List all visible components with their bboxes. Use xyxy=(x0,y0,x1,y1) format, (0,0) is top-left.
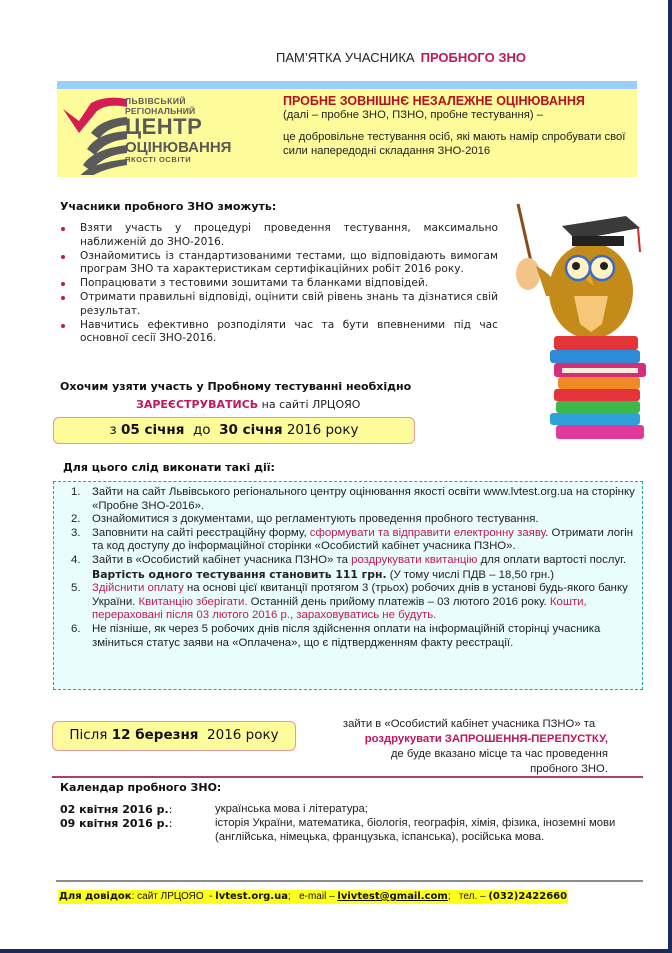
benefit-item xyxy=(58,319,498,347)
section-divider xyxy=(52,776,643,778)
invitation-line-2: роздрукувати ЗАПРОШЕННЯ-ПЕРЕПУСТКУ, xyxy=(364,733,608,745)
date-suffix: 2016 року xyxy=(282,422,359,438)
step-text: Зайти в «Особистий кабінет учасника ПЗНО» та xyxy=(92,553,352,566)
contact-footer xyxy=(58,890,568,904)
step-highlight: сформувати та відправити електронну заяву xyxy=(309,526,546,539)
step-number: 2. xyxy=(71,513,81,526)
benefits-heading: Учасники пробного ЗНО зможуть: xyxy=(60,200,277,213)
calendar-sep: : xyxy=(168,817,173,830)
window-frame-bottom xyxy=(0,949,672,953)
calendar-heading: Календар пробного ЗНО: xyxy=(60,781,222,794)
page-title-highlight: ПРОБНОГО ЗНО xyxy=(420,50,526,65)
benefit-text: Отримати правильні відповіді, оцінити свій рівень знань та дізнатися свій результат. xyxy=(80,290,498,317)
step-highlight: Кошти, перераховані після 03 лютого 2016 р., зараховуватись не будуть. xyxy=(92,595,587,622)
benefit-text: Взяти участь у процедурі проведення тестування, максимально наближеній до ЗНО-2016. xyxy=(80,222,498,248)
benefit-item xyxy=(58,250,498,278)
logo-line-3: ЦЕНТР xyxy=(125,114,203,139)
benefit-item xyxy=(58,222,498,250)
logo-line-1: ЛЬВІВСЬКИЙ xyxy=(125,96,187,106)
registration-site: на сайті ЛРЦОЯО xyxy=(258,398,361,411)
banner-heading: ПРОБНЕ ЗОВНІШНЄ НЕЗАЛЕЖНЕ ОЦІНЮВАННЯ xyxy=(283,94,585,108)
step-number: 1. xyxy=(71,486,81,498)
registration-period-box xyxy=(53,417,415,444)
registration-intro: Охочим узяти участь у Пробному тестуванні необхідно xyxy=(60,380,412,393)
footer-site-link[interactable]: lvtest.org.ua xyxy=(215,891,288,902)
calendar-subjects: історія України, математика, біологія, географія, хімія, фізика, іноземні мови (англійська, німецька, французька, іспанська), російська мова. xyxy=(215,817,616,843)
footer-divider xyxy=(56,880,643,882)
steps-list xyxy=(54,482,642,650)
calendar-date xyxy=(60,817,172,831)
step-number: 6. xyxy=(71,622,81,635)
footer-phone: (032)2422660 xyxy=(488,891,568,902)
banner-text xyxy=(283,94,633,158)
owl-pupil-right xyxy=(600,262,608,270)
bullet-icon xyxy=(61,282,65,286)
owl-hand xyxy=(516,258,540,290)
invitation-line-4: пробного ЗНО. xyxy=(530,763,608,775)
calendar-date-text: 02 квітня 2016 р. xyxy=(60,803,169,816)
step-item xyxy=(54,554,636,582)
book-4 xyxy=(558,377,640,389)
logo-line-2: РЕГІОНАЛЬНИЙ xyxy=(125,105,196,116)
footer-label: Для довідок xyxy=(59,891,132,902)
calendar-date xyxy=(60,803,172,817)
benefit-item xyxy=(58,291,498,319)
step-text: Заповнити на сайті реєстраційну форму, xyxy=(92,526,310,539)
step-number: 3. xyxy=(71,526,81,539)
step-item xyxy=(54,527,636,554)
step-text: (У тому числі ПДВ – 18,50 грн.) xyxy=(386,568,555,581)
steps-box xyxy=(53,481,643,690)
step-text: Ознайомитися з документами, що регламентують проведення пробного тестування. xyxy=(92,513,539,526)
book-6 xyxy=(556,401,640,413)
step-item xyxy=(54,623,636,650)
footer-colon: : xyxy=(131,891,135,902)
date-from: 05 січня xyxy=(121,422,185,438)
calendar-sep: : xyxy=(168,803,173,816)
banner-description: це добровільне тестування осіб, які мають намір спробувати свої сили напередодні складання ЗНО-2016 xyxy=(283,131,626,157)
after-suffix: 2016 року xyxy=(198,727,279,743)
invitation-date-box xyxy=(52,721,296,751)
step-text: Зайти на сайт Львівського регіонального центру оцінювання якості освіти www.lvtest.org.ua на сторінку «Пробне ЗНО-2016». xyxy=(92,486,635,512)
footer-phone-text: ; тел. – xyxy=(447,891,489,902)
cap-band xyxy=(572,236,624,246)
step-text: Не пізніше, як через 5 робочих днів після здійснення оплати на інформаційній сторінці учасника зміниться статус заяви на «Оплачена», що є підтвердженням факту реєстрації. xyxy=(92,622,601,649)
step-item xyxy=(54,486,636,513)
step-highlight: Квитанцію зберігати. xyxy=(138,595,248,608)
bullet-icon xyxy=(61,296,65,300)
book-pages xyxy=(562,368,638,373)
step-text: для оплати вартості послуг. xyxy=(477,553,627,566)
benefits-list xyxy=(58,222,498,346)
benefit-item xyxy=(58,277,498,291)
book-7 xyxy=(550,413,640,425)
step-bold: Вартість одного тестування становить 111 грн. xyxy=(92,567,387,581)
step-item xyxy=(54,513,636,527)
logo-line-5: ЯКОСТІ ОСВІТИ xyxy=(125,155,192,164)
steps-heading: Для цього слід виконати такі дії: xyxy=(63,461,275,474)
registration-call xyxy=(136,398,360,411)
step-number: 4. xyxy=(71,553,81,566)
benefit-text: Ознайомитись із стандартизованими тестами, що відповідають вимогам програм ЗНО та характеристикам сертифікаційних робіт 2016 року. xyxy=(80,249,498,276)
footer-site-text: сайт ЛРЦОЯО - xyxy=(134,891,216,902)
book-8 xyxy=(556,425,644,439)
invitation-line-3: де буде вказано місце та час проведення xyxy=(390,748,608,760)
benefit-text: Навчитись ефективно розподіляти час та бути впевненими під час основної сесії ЗНО-2016. xyxy=(80,318,498,345)
date-prefix: з xyxy=(109,422,121,438)
register-highlight: ЗАРЕЄСТРУВАТИСЬ xyxy=(136,398,259,411)
step-text: . Отримати логін та код доступу до інформаційної сторінки «Особистий кабінет учасника ПЗНО». xyxy=(92,526,634,553)
book-2 xyxy=(550,350,640,363)
window-frame-right xyxy=(668,0,672,953)
date-to: 30 січня xyxy=(219,422,283,438)
owl-pupil-left xyxy=(572,262,580,270)
bullet-icon xyxy=(61,227,65,231)
after-date: 12 березня xyxy=(111,727,199,743)
calendar-subjects: українська мова і література; xyxy=(215,803,368,815)
page-title xyxy=(276,50,526,65)
cap-tassel xyxy=(638,228,640,252)
step-highlight: роздрукувати квитанцію xyxy=(351,553,478,566)
footer-email-text: ; e-mail – xyxy=(287,891,338,902)
invitation-instructions xyxy=(290,717,608,777)
logo-check-mark xyxy=(63,98,127,133)
step-number: 5. xyxy=(71,582,81,595)
calendar-date-text: 09 квітня 2016 р. xyxy=(60,817,169,830)
book-5 xyxy=(554,389,640,401)
pointer-stick xyxy=(518,204,532,266)
banner-subheading: (далі – пробне ЗНО, ПЗНО, пробне тестування) – xyxy=(283,109,543,121)
footer-email-link[interactable]: lvivtest@gmail.com xyxy=(337,891,448,902)
step-highlight: Здійснити оплату xyxy=(92,582,184,595)
invitation-line-1: зайти в «Особистий кабінет учасника ПЗНО» та xyxy=(342,718,596,730)
after-prefix: Після xyxy=(69,727,112,743)
step-text: Останній день прийому платежів – 03 лютого 2016 року. xyxy=(247,595,550,608)
banner-blue-strip xyxy=(57,81,637,89)
bullet-icon xyxy=(61,324,65,328)
book-1 xyxy=(554,336,638,350)
header-banner xyxy=(57,81,637,177)
date-mid: до xyxy=(184,422,220,438)
step-item xyxy=(54,582,636,623)
benefit-text: Попрацювати з тестовими зошитами та бланками відповідей. xyxy=(80,277,429,290)
page-title-prefix: ПАМ’ЯТКА УЧАСНИКА xyxy=(276,50,415,65)
bullet-icon xyxy=(61,255,65,259)
owl-icon xyxy=(506,196,656,446)
logo-line-4: ОЦІНЮВАННЯ xyxy=(125,139,232,156)
logo-text xyxy=(125,97,231,164)
step-text: на основі цієї квитанції протягом 3 (трьох) робочих днів в установі будь-якого банку України. xyxy=(92,582,628,608)
